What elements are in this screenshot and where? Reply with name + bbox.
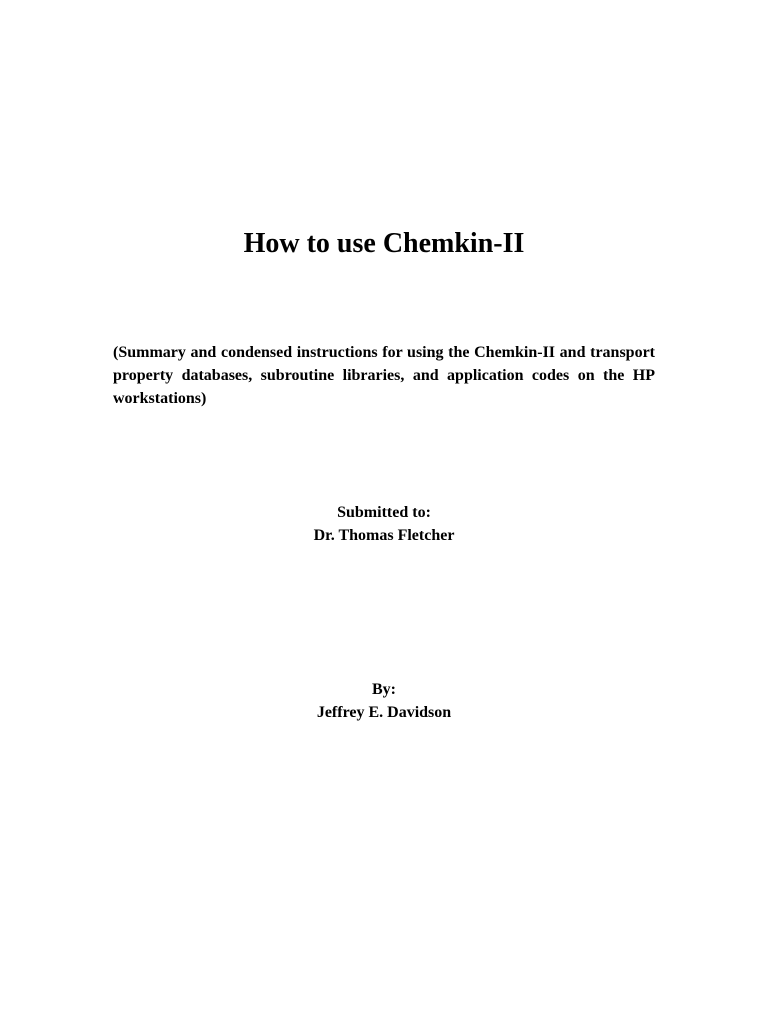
by-label: By: bbox=[372, 681, 396, 698]
document-title: How to use Chemkin-II bbox=[243, 228, 525, 259]
author-name: Jeffrey E. Davidson bbox=[316, 704, 452, 721]
document-summary: (Summary and condensed instructions for using the Chemkin-II and transport property databases, subroutine libraries, and application codes on the HP workstations) bbox=[113, 344, 655, 407]
submitted-to-name: Dr. Thomas Fletcher bbox=[313, 527, 455, 544]
author-block bbox=[0, 678, 768, 724]
submitted-to-label: Submitted to: bbox=[337, 504, 431, 521]
submitted-to-block bbox=[0, 501, 768, 547]
